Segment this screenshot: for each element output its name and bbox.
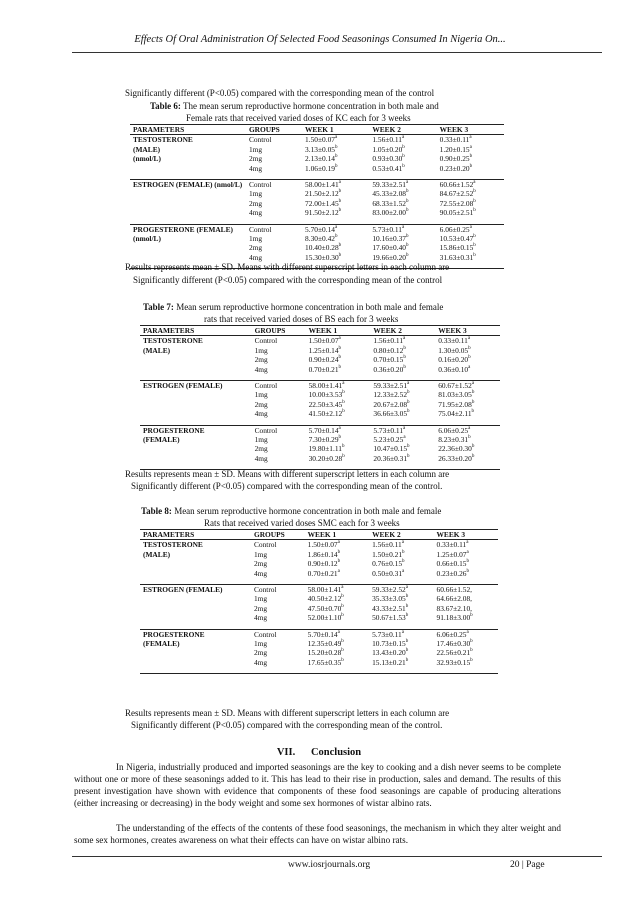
cell-line: 4mg — [248, 163, 263, 173]
cell-line: 1mg — [254, 434, 268, 444]
cell-line: 20.36±0.31$^b$ — [373, 453, 410, 463]
value-cell — [369, 540, 433, 585]
value-cell — [370, 380, 435, 425]
cell-line: TESTOSTERONE — [133, 135, 193, 145]
cell-line: 50.67±1.53$^b$ — [372, 613, 409, 623]
cell-line: 0.23±0.20$^b$ — [439, 163, 473, 173]
cell-line: 10.00±3.53$^b$ — [308, 390, 345, 400]
cell-line: Control — [254, 336, 278, 346]
cell-line: 1mg — [253, 638, 268, 648]
table8-label: Table 8: — [141, 506, 172, 516]
cell-line: 0.33±0.11$^a$ — [436, 540, 469, 550]
cell-line: 15.86±0.15$^b$ — [439, 243, 476, 253]
cell-line: 12.33±2.52$^b$ — [373, 390, 410, 400]
section-heading — [0, 747, 638, 758]
cell-line: 5.73±0.11$^a$ — [373, 425, 406, 435]
cell-line: 13.43±0.20$^b$ — [372, 648, 409, 658]
parameter-cell — [140, 380, 252, 425]
header-rule — [72, 52, 602, 53]
cell-line: 17.60±0.40$^b$ — [372, 243, 409, 253]
cell-line: 58.00±1.41$^a$ — [305, 179, 341, 189]
footer-rule — [72, 856, 602, 857]
cell-line: 58.00±1.41$^a$ — [307, 584, 344, 594]
table8-note-2: Significantly different (P<0.05) compared with the corresponding mean of the control. — [131, 720, 443, 730]
cell-line: 8.23±0.31$^b$ — [438, 434, 471, 444]
cell-line: 72.55±2.08$^b$ — [439, 198, 476, 208]
cell-line: 4mg — [254, 364, 268, 374]
cell-line: 15.30±0.30$^b$ — [305, 252, 342, 262]
cell-line: 58.00±1.41$^a$ — [308, 380, 345, 390]
table6-note-1: Results represents mean ± SD. Means with different superscript letters in each column are — [125, 262, 450, 272]
cell-line: 20.67±2.08$^b$ — [373, 399, 410, 409]
cell-line: 35.33±3.05$^b$ — [372, 594, 409, 604]
cell-line: 0.90±0.24$^b$ — [308, 355, 342, 365]
value-cell — [369, 629, 433, 674]
cell-line: 1.56±0.11$^a$ — [372, 135, 405, 145]
cell-line: 83.00±2.00$^b$ — [372, 208, 409, 218]
cell-line: 10.73±0.15$^b$ — [372, 638, 409, 648]
cell-line: 8.30±0.42$^b$ — [305, 233, 338, 243]
table7-caption-1 — [143, 302, 443, 312]
table6-caption-2: Female rats that received varied doses of KC each for 3 weeks — [186, 113, 411, 123]
value-cell — [434, 584, 498, 629]
cell-line: 19.80±1.11$^b$ — [308, 444, 345, 454]
conclusion-paragraph-1: In Nigeria, industrially produced and imported seasonings are the key to cooking and a dish never seems to be complete without one or more of these seasonings added to it. This has lead to their rise in production, sales and demand. The results of this present investigation have shown with evidence that components of these food seasonings are capable of producing alterations (either increasing or decreasing) in the body weight and some sex hormones of wistar albino rats. — [74, 762, 561, 808]
column-header: PARAMETERS — [140, 326, 252, 336]
cell-line: 0.33±0.11$^a$ — [438, 336, 471, 346]
cell-line: 21.50±2.12$^b$ — [305, 189, 342, 199]
column-header: GROUPS — [251, 530, 305, 540]
value-cell — [369, 179, 436, 224]
cell-line: 22.50±3.45$^b$ — [308, 399, 345, 409]
cell-line: 0.76±0.15$^b$ — [372, 559, 405, 569]
cell-line: Control — [253, 540, 277, 550]
cell-line: (MALE) — [143, 345, 171, 355]
cell-line: 4mg — [248, 208, 263, 218]
cell-line: 0.80±0.12$^b$ — [373, 345, 406, 355]
column-header: WEEK 3 — [435, 326, 500, 336]
table7-caption-text: Mean serum reproductive hormone concentration in both male and female — [176, 302, 444, 312]
cell-line: (MALE) — [133, 144, 161, 154]
column-header: WEEK 3 — [434, 530, 498, 540]
value-cell — [302, 135, 369, 180]
cell-line: TESTOSTERONE — [143, 540, 203, 550]
cell-line: 1mg — [248, 189, 263, 199]
table-7 — [140, 325, 500, 470]
cell-line: 10.16±0.37$^b$ — [372, 233, 409, 243]
cell-line: 4mg — [254, 409, 268, 419]
cell-line: (MALE) — [143, 549, 171, 559]
cell-line: 15.20±0.28$^b$ — [307, 648, 344, 658]
cell-line: 26.33±0.20$^b$ — [438, 453, 475, 463]
value-cell — [369, 584, 433, 629]
cell-line: 0.66±0.15$^b$ — [436, 559, 469, 569]
cell-line: 90.05±2.51$^b$ — [439, 208, 476, 218]
cell-line: ESTROGEN (FEMALE) — [143, 584, 223, 594]
cell-line: Control — [254, 425, 278, 435]
table-header-row — [140, 326, 500, 336]
table6-caption-1 — [150, 101, 439, 111]
table-6 — [130, 124, 504, 269]
cell-line: 2mg — [253, 603, 268, 613]
cell-line: 81.03±3.05$^b$ — [438, 390, 475, 400]
table6-note-2: Significantly different (P<0.05) compared with the corresponding mean of the control — [133, 275, 443, 285]
cell-line: (nmol/L) — [133, 154, 161, 164]
cell-line: 64.66±2.08, — [436, 594, 472, 604]
top-note: Significantly different (P<0.05) compared with the corresponding mean of the control — [125, 88, 435, 98]
cell-line: 17.65±0.35$^b$ — [307, 657, 344, 667]
cell-line: 2mg — [254, 444, 268, 454]
cell-line: 12.35±0.49$^b$ — [307, 638, 344, 648]
value-cell — [306, 425, 371, 470]
cell-line: 0.70±0.15$^b$ — [373, 355, 406, 365]
cell-line: 1mg — [254, 345, 268, 355]
cell-line: 0.36±0.20$^b$ — [373, 364, 406, 374]
value-cell — [305, 629, 369, 674]
cell-line: 1mg — [248, 144, 263, 154]
cell-line: 5.70±0.14$^a$ — [308, 425, 341, 435]
cell-line: 10.53±0.47$^b$ — [439, 233, 476, 243]
cell-line: 60.67±1.52$^a$ — [438, 380, 475, 390]
cell-line: Control — [248, 224, 272, 234]
group-cell — [251, 584, 305, 629]
value-cell — [306, 380, 371, 425]
table-row — [130, 179, 504, 224]
group-cell — [252, 425, 306, 470]
table7-note-2: Significantly different (P<0.05) compared with the corresponding mean of the control. — [131, 481, 443, 491]
cell-line: 5.23±0.25$^a$ — [373, 434, 406, 444]
cell-line: 0.50±0.31$^a$ — [372, 568, 405, 578]
cell-line: 59.33±2.51$^a$ — [372, 179, 409, 189]
cell-line: 0.23±0.26$^b$ — [436, 568, 469, 578]
cell-line: 1.20±0.15$^a$ — [439, 144, 472, 154]
cell-line: 45.33±2.08$^b$ — [372, 189, 409, 199]
footer-page: 20 | Page — [510, 860, 545, 870]
cell-line: 5.70±0.14$^a$ — [305, 224, 338, 234]
table-header-row — [130, 125, 504, 135]
cell-line: 68.33±1.52$^b$ — [372, 198, 409, 208]
cell-line: 1.50±0.21$^b$ — [372, 549, 405, 559]
cell-line: 6.06±0.25$^a$ — [438, 425, 471, 435]
column-header: GROUPS — [252, 326, 306, 336]
cell-line: 31.63±0.31$^b$ — [439, 252, 476, 262]
cell-line: 1.25±0.14$^b$ — [308, 345, 342, 355]
cell-line: 10.47±0.15$^b$ — [373, 444, 410, 454]
cell-line: 5.73±0.11$^a$ — [372, 224, 405, 234]
cell-line: 6.06±0.25$^a$ — [436, 629, 469, 639]
cell-line: 0.33±0.11$^a$ — [439, 135, 472, 145]
cell-line: 30.20±0.28$^b$ — [308, 453, 345, 463]
cell-line: 1.50±0.07$^a$ — [305, 135, 338, 145]
cell-line: 6.06±0.25$^a$ — [439, 224, 472, 234]
table8-caption-text: Mean serum reproductive hormone concentration in both male and female — [174, 506, 442, 516]
cell-line: 1mg — [253, 594, 268, 604]
parameter-cell — [130, 179, 246, 224]
value-cell — [370, 336, 435, 381]
table-header-row — [140, 530, 498, 540]
value-cell — [437, 135, 504, 180]
cell-line: 4mg — [253, 613, 268, 623]
value-cell — [435, 336, 500, 381]
conclusion-paragraph-2: The understanding of the effects of the contents of these food seasonings, the mechanism in which they alter weight and some sex hormones, creates awareness on what their effects can have on wistar albino rats. — [74, 823, 561, 845]
cell-line: 2mg — [248, 198, 263, 208]
cell-line: 47.50±0.70$^b$ — [307, 603, 344, 613]
cell-line: 60.66±1.52, — [436, 584, 472, 594]
cell-line: 0.90±0.25$^b$ — [439, 154, 473, 164]
group-cell — [251, 540, 305, 585]
cell-line: Control — [254, 380, 278, 390]
table7-note-1: Results represents mean ± SD. Means with different superscript letters in each column are — [125, 469, 450, 479]
value-cell — [435, 380, 500, 425]
cell-line: 1mg — [253, 549, 268, 559]
cell-line: 0.90±0.12$^b$ — [307, 559, 341, 569]
value-cell — [305, 584, 369, 629]
table-row — [140, 584, 498, 629]
table-row — [140, 629, 498, 674]
cell-line: 71.95±2.08$^b$ — [438, 399, 475, 409]
value-cell — [434, 540, 498, 585]
cell-line: Control — [253, 584, 277, 594]
parameter-cell — [140, 336, 252, 381]
cell-line: 83.67±2.10, — [436, 603, 472, 613]
footer-url: www.iosrjournals.org — [288, 860, 371, 870]
cell-line: 0.70±0.21$^a$ — [307, 568, 340, 578]
cell-line: 2mg — [248, 243, 263, 253]
cell-line: 0.16±0.20$^b$ — [438, 355, 471, 365]
section-number: VII. — [276, 747, 296, 758]
parameter-cell — [140, 425, 252, 470]
cell-line: 19.66±0.20$^b$ — [372, 252, 409, 262]
value-cell — [437, 179, 504, 224]
cell-line: 3.13±0.05$^b$ — [305, 144, 338, 154]
cell-line: 1mg — [248, 233, 263, 243]
cell-line: 91.50±2.12$^b$ — [305, 208, 342, 218]
column-header: WEEK 2 — [369, 530, 433, 540]
table-row — [140, 540, 498, 585]
cell-line: 1.50±0.07$^a$ — [307, 540, 340, 550]
cell-line: 22.36±0.30$^b$ — [438, 444, 475, 454]
cell-line: 1.56±0.11$^a$ — [373, 336, 406, 346]
group-cell — [252, 336, 306, 381]
column-header: WEEK 1 — [305, 530, 369, 540]
parameter-cell — [140, 540, 251, 585]
group-cell — [251, 629, 305, 674]
cell-line: 22.56±0.21$^b$ — [436, 648, 473, 658]
table-8 — [140, 529, 498, 674]
cell-line: 4mg — [254, 453, 268, 463]
cell-line: 5.70±0.14$^a$ — [307, 629, 340, 639]
cell-line: 2mg — [253, 559, 268, 569]
cell-line: 4mg — [253, 657, 268, 667]
cell-line: 72.00±1.45$^b$ — [305, 198, 342, 208]
cell-line: 1.86±0.14$^b$ — [307, 549, 341, 559]
value-cell — [435, 425, 500, 470]
table-row — [140, 380, 500, 425]
cell-line: 2mg — [248, 154, 263, 164]
column-header: WEEK 1 — [302, 125, 369, 135]
cell-line: Control — [248, 179, 272, 189]
parameter-cell — [140, 584, 251, 629]
cell-line: 1.05±0.20$^b$ — [372, 144, 405, 154]
cell-line: 4mg — [248, 252, 263, 262]
table-row — [140, 336, 500, 381]
cell-line: 0.36±0.10$^a$ — [438, 364, 471, 374]
cell-line: 0.70±0.21$^b$ — [308, 364, 342, 374]
cell-line: ESTROGEN (FEMALE) (nmol/L) — [133, 179, 243, 189]
column-header: WEEK 2 — [370, 326, 435, 336]
column-header: GROUPS — [246, 125, 302, 135]
value-cell — [302, 179, 369, 224]
column-header: WEEK 3 — [437, 125, 504, 135]
column-header: PARAMETERS — [140, 530, 251, 540]
cell-line: 60.66±1.52$^a$ — [439, 179, 476, 189]
table6-label: Table 6: — [150, 101, 181, 111]
cell-line: PROGESTERONE — [143, 425, 205, 435]
cell-line: (FEMALE) — [143, 638, 180, 648]
cell-line: 1.56±0.11$^a$ — [372, 540, 404, 550]
cell-line: 75.04±2.11$^b$ — [438, 409, 475, 419]
cell-line: 4mg — [253, 568, 268, 578]
cell-line: 59.33±2.51$^a$ — [373, 380, 410, 390]
cell-line: 1.50±0.07$^a$ — [308, 336, 341, 346]
cell-line: 1.30±0.05$^b$ — [438, 345, 471, 355]
cell-line: 0.93±0.30$^b$ — [372, 154, 405, 164]
group-cell — [246, 135, 302, 180]
table6-caption-text: The mean serum reproductive hormone concentration in both male and — [183, 101, 439, 111]
cell-line: 17.46±0.30$^b$ — [436, 638, 473, 648]
cell-line: 40.50±2.12$^b$ — [307, 594, 344, 604]
cell-line: 2mg — [254, 399, 268, 409]
cell-line: 0.53±0.41$^b$ — [372, 163, 405, 173]
cell-line: 2mg — [254, 355, 268, 365]
cell-line: 1mg — [254, 390, 268, 400]
cell-line: 43.33±2.51$^b$ — [372, 603, 409, 613]
value-cell — [305, 540, 369, 585]
cell-line: 10.40±0.28$^b$ — [305, 243, 342, 253]
cell-line: TESTOSTERONE — [143, 336, 203, 346]
cell-line: 36.66±3.05$^b$ — [373, 409, 410, 419]
column-header: PARAMETERS — [130, 125, 246, 135]
running-header: Effects Of Oral Administration Of Selected Food Seasonings Consumed In Nigeria On... — [134, 34, 506, 45]
cell-line: Control — [248, 135, 272, 145]
cell-line: (FEMALE) — [143, 434, 180, 444]
cell-line: ESTROGEN (FEMALE) — [143, 380, 223, 390]
cell-line: 2.13±0.14$^b$ — [305, 154, 338, 164]
cell-line: 1.06±0.19$^b$ — [305, 163, 338, 173]
cell-line: 91.18±3.00$^b$ — [436, 613, 473, 623]
value-cell — [434, 629, 498, 674]
cell-line: 41.50±2.12$^b$ — [308, 409, 345, 419]
cell-line: 2mg — [253, 648, 268, 658]
cell-line: 15.13±0.21$^b$ — [372, 657, 409, 667]
table7-caption-2: rats that received varied doses of BS each for 3 weeks — [204, 314, 399, 324]
table7-label: Table 7: — [143, 302, 174, 312]
cell-line: 1.25±0.07$^a$ — [436, 549, 469, 559]
cell-line: (nmol/L) — [133, 233, 161, 243]
parameter-cell — [130, 135, 246, 180]
value-cell — [370, 425, 435, 470]
cell-line: 84.67±2.52$^b$ — [439, 189, 476, 199]
section-title: Conclusion — [310, 747, 362, 758]
cell-line: 32.93±0.15$^b$ — [436, 657, 473, 667]
value-cell — [369, 135, 436, 180]
column-header: WEEK 2 — [369, 125, 436, 135]
parameter-cell — [140, 629, 251, 674]
group-cell — [252, 380, 306, 425]
cell-line: 5.73±0.11$^a$ — [372, 629, 404, 639]
table8-caption-2: Rats that received varied doses SMC each for 3 weeks — [204, 518, 400, 528]
cell-line: PROGESTERONE (FEMALE) — [133, 224, 233, 234]
cell-line: 52.00±1.10$^b$ — [307, 613, 344, 623]
cell-line: 7.30±0.29$^b$ — [308, 434, 342, 444]
value-cell — [306, 336, 371, 381]
group-cell — [246, 179, 302, 224]
cell-line: PROGESTERONE — [143, 629, 205, 639]
table-row — [130, 135, 504, 180]
cell-line: Control — [253, 629, 277, 639]
table-row — [140, 425, 500, 470]
table8-caption-1 — [141, 506, 441, 516]
table8-note-1: Results represents mean ± SD. Means with different superscript letters in each column are — [125, 708, 450, 718]
cell-line: 59.33±2.52$^a$ — [372, 584, 408, 594]
column-header: WEEK 1 — [306, 326, 371, 336]
